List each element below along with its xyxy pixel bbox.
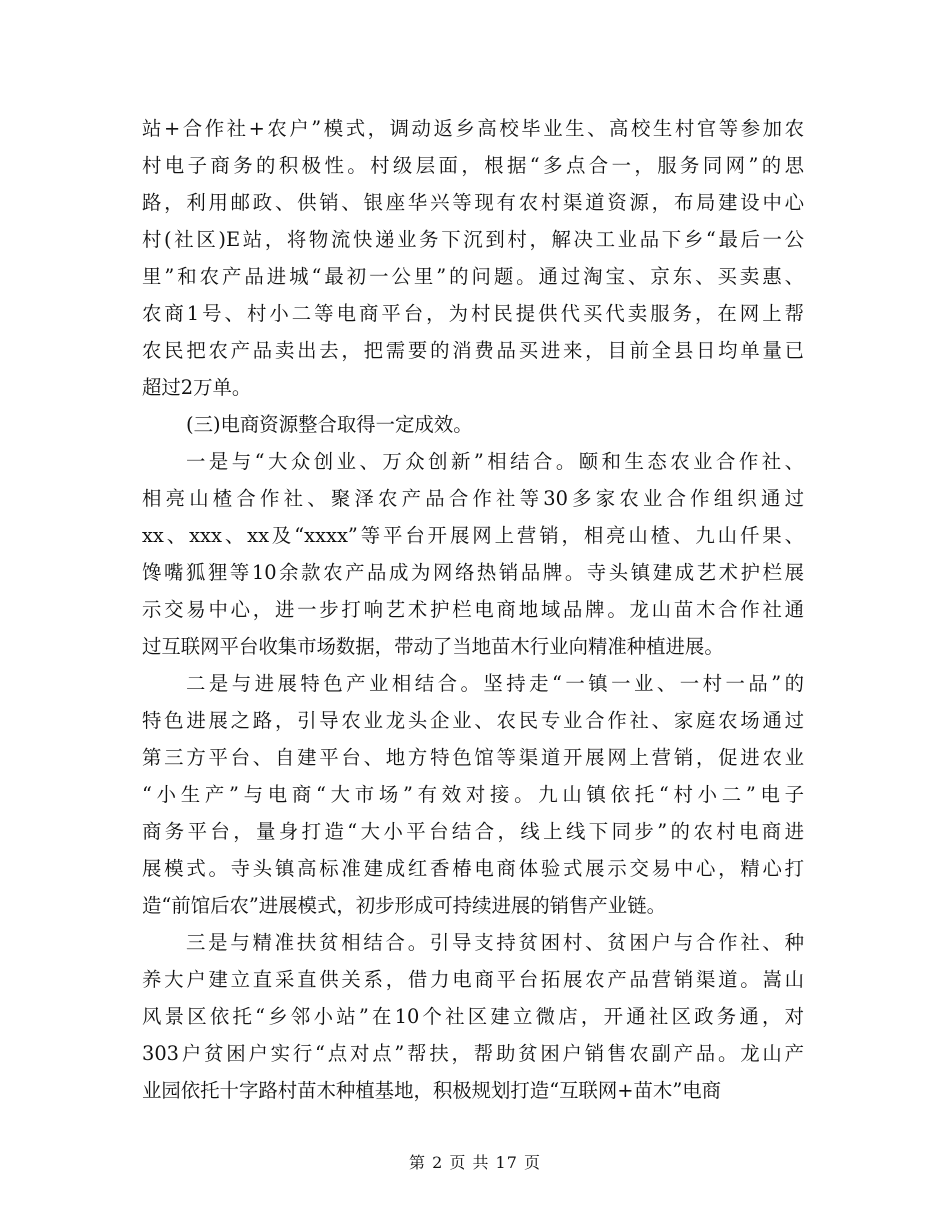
paragraph-p4 [142, 665, 804, 924]
text-line: 过互联网平台收集市场数据，带动了当地苗木行业向精准种植进展。 [142, 635, 724, 658]
text-line: 路，利用邮政、供销、银座华兴等现有农村渠道资源，布局建设中心 [142, 191, 804, 214]
text-line: 农商1号、村小二等电商平台，为村民提供代买代卖服务，在网上帮 [142, 302, 804, 325]
page-number-footer: 第 2 页 共 17 页 [409, 1153, 541, 1172]
document-body [142, 110, 804, 1109]
text-line: 示交易中心，进一步打响艺术护栏电商地域品牌。龙山苗木合作社通 [142, 598, 804, 621]
text-line: xx、xxx、xx及“xxxx”等平台开展网上营销，相亮山楂、九山仟果、 [142, 524, 804, 547]
text-line: 一是与“大众创业、万众创新”相结合。颐和生态农业合作社、 [186, 450, 804, 473]
text-line: (三)电商资源整合取得一定成效。 [186, 413, 473, 436]
paragraph-p1 [142, 110, 804, 406]
text-line: 村(社区)E站，将物流快递业务下沉到村，解决工业品下乡“最后一公 [142, 228, 804, 251]
text-line: 里”和农产品进城“最初一公里”的问题。通过淘宝、京东、买卖惠、 [142, 265, 804, 288]
text-line: 商务平台，量身打造“大小平台结合，线上线下同步”的农村电商进 [142, 820, 804, 843]
paragraph-p5 [142, 924, 804, 1109]
text-line: 二是与进展特色产业相结合。坚持走“一镇一业、一村一品”的 [186, 672, 804, 695]
text-line: 馋嘴狐狸等10余款农产品成为网络热销品牌。寺头镇建成艺术护栏展 [142, 561, 804, 584]
text-line: 特色进展之路，引导农业龙头企业、农民专业合作社、家庭农场通过 [142, 709, 804, 732]
text-line: 第三方平台、自建平台、地方特色馆等渠道开展网上营销，促进农业 [142, 746, 804, 769]
text-line: 造“前馆后农”进展模式，初步形成可持续进展的销售产业链。 [142, 894, 666, 917]
text-line: 展模式。寺头镇高标准建成红香椿电商体验式展示交易中心，精心打 [142, 857, 804, 880]
text-line: 三是与精准扶贫相结合。引导支持贫困村、贫困户与合作社、种 [186, 931, 804, 954]
text-line: 风景区依托“乡邻小站”在10个社区建立微店，开通社区政务通，对 [142, 1005, 804, 1028]
text-line: 农民把农产品卖出去，把需要的消费品买进来，目前全县日均单量已 [142, 339, 804, 362]
text-line: “小生产”与电商“大市场”有效对接。九山镇依托“村小二”电子 [142, 783, 804, 806]
text-line: 超过2万单。 [142, 376, 252, 399]
text-line: 村电子商务的积极性。村级层面，根据“多点合一，服务同网”的思 [142, 154, 804, 177]
text-line: 养大户建立直采直供关系，借力电商平台拓展农产品营销渠道。嵩山 [142, 968, 804, 991]
paragraph-p2 [142, 406, 804, 443]
text-line: 站+合作社+农户”模式，调动返乡高校毕业生、高校生村官等参加农 [142, 117, 804, 140]
paragraph-p3 [142, 443, 804, 665]
text-line: 303户贫困户实行“点对点”帮扶，帮助贫困户销售农副产品。龙山产 [142, 1042, 804, 1065]
text-line: 相亮山楂合作社、聚泽农产品合作社等30多家农业合作组织通过 [142, 487, 804, 510]
text-line: 业园依托十字路村苗木种植基地，积极规划打造“互联网+苗木”电商 [142, 1079, 722, 1102]
